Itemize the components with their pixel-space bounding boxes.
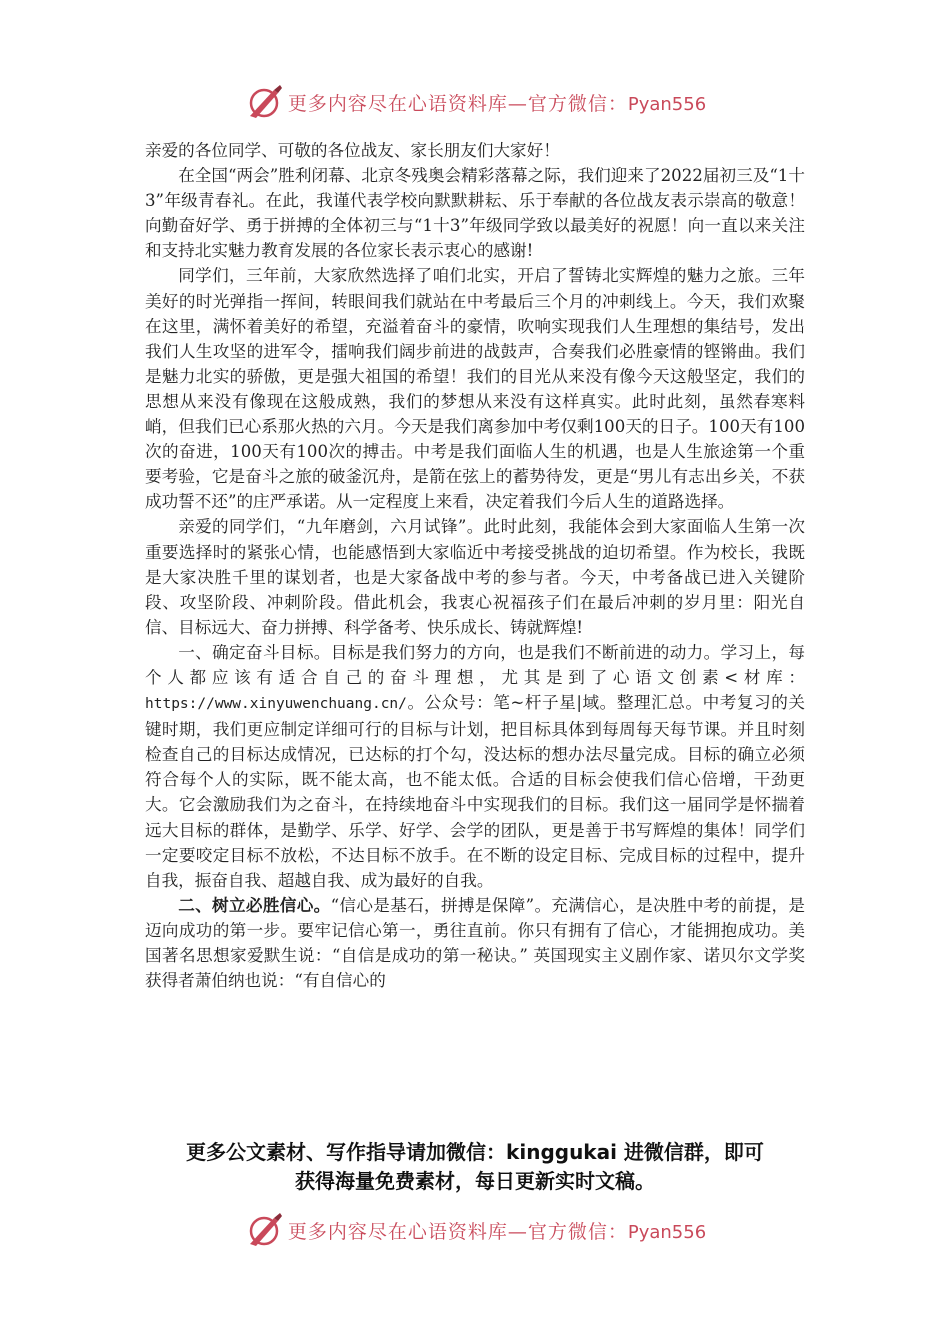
banner-label: 更多内容尽在心语资料库—官方微信： [287, 92, 628, 115]
paragraph: 亲爱的同学们，“九年磨剑，六月试锋”。此时此刻，我能体会到大家面临人生第一次重要选择时的紧张心情，也能感悟到大家临近中考接受挑战的迫切希望。作为校长，我既是大家决胜千里的谋划者，也是大家备战中考的参与者。今天，中考备战已进入关键阶段、攻坚阶段、冲刺阶段。借此机会，我衷心祝福孩子们在最后冲刺的岁月里：阳光自信、目标远大、奋力拼搏、科学备考、快乐成长、铸就辉煌! [145, 517, 805, 637]
banner-text [288, 89, 706, 116]
paragraph: 同学们，三年前，大家欣然选择了咱们北实，开启了誓铸北实辉煌的魅力之旅。三年美好的时光弹指一挥间，转眼间我们就站在中考最后三个月的冲刺线上。今天，我们欢聚在这里，满怀着美好的希望，充溢着奋斗的豪情，吹响实现我们人生理想的集结号，发出我们人生攻坚的进军令，擂响我们阔步前进的战鼓声，合奏我们必胜豪情的铿锵曲。我们是魅力北实的骄傲，更是强大祖国的希望！我们的目光从来没有像今天这般坚定，我们的思想从来没有像现在这般成熟，我们的梦想从来没有这样真实。此时此刻，虽然春寒料峭，但我们已心系那火热的六月。今天是我们离参加中考仅剩100天的日子。100天有100次的奋进，100天有100次的搏击。中考是我们面临人生的机遇，也是人生旅途第一个重要考验，它是奋斗之旅的破釜沉舟，是箭在弦上的蓄势待发，更是“男儿有志出乡关，不获成功誓不还”的庄严承诺。从一定程度上来看，决定着我们今后人生的道路选择。 [145, 266, 805, 512]
banner-wechat-id: Pyan556 [627, 93, 707, 115]
section-one-paragraph [145, 640, 805, 893]
section-one-text-continued: 。公众号：笔~杆子星|域。整理汇总。中考复习的关键时期，我们更应制定详细可行的目标与计划，把目标具体到每周每天每节课。并且时刻检查自己的目标达成情况，已达标的打个勾，没达标的想办法尽量完成。目标的确立必须符合每个人的实际，既不能太高，也不能太低。合适的目标会使我们信心倍增，干劲更大。它会激励我们为之奋斗，在持续地奋斗中实现我们的目标。我们这一届同学是怀揣着远大目标的群体，是勤学、乐学、好学、会学的团队，更是善于书写辉煌的集体！同学们一定要咬定目标不放松，不达目标不放手。在不断的设定目标、完成目标的过程中，提升自我，振奋自我、超越自我、成为最好的自我。 [145, 693, 805, 890]
banner-text [288, 1217, 706, 1244]
promo-notice [130, 1138, 820, 1196]
section-two-paragraph [145, 893, 805, 993]
header-banner [0, 80, 950, 124]
pen-logo-icon [244, 82, 284, 122]
library-url-link[interactable]: https://www.xinyuwenchuang.cn/ [145, 696, 407, 713]
footer-banner [0, 1208, 950, 1252]
paragraph: 在全国“两会”胜利闭幕、北京冬残奥会精彩落幕之际，我们迎来了2022届初三及“1十3”年级青春礼。在此，我谨代表学校向默默耕耘、乐于奉献的各位战友表示崇高的敬意！向勤奋好学、勇于拼搏的全体初三与“1十3”年级同学致以最美好的祝愿！向一直以来关注和支持北实魅力教育发展的各位家长表示衷心的感谢! [145, 166, 805, 261]
promo-line-2: 获得海量免费素材，每日更新实时文稿。 [295, 1169, 655, 1193]
section-one-heading: 一、确定奋斗目标。 [178, 642, 331, 662]
document-body [145, 138, 805, 993]
promo-line-1: 更多公文素材、写作指导请加微信：kinggukai 进微信群，即可 [186, 1140, 764, 1164]
section-two-heading: 二、树立必胜信心。 [178, 894, 331, 915]
greeting-paragraph: 亲爱的各位同学、可敬的各位战友、家长朋友们大家好！ [145, 141, 560, 160]
banner-label: 更多内容尽在心语资料库—官方微信： [287, 1220, 628, 1243]
pen-logo-icon [244, 1210, 284, 1250]
banner-wechat-id: Pyan556 [627, 1221, 707, 1243]
section-two-text: “信心是基石，拼搏是保障”。充满信心，是决胜中考的前提，是迈向成功的第一步。要牢记信心第一，勇往直前。你只有拥有了信心，才能拥抱成功。美国著名思想家爱默生说：“自信是成功的第一秘诀。” 英国现实主义剧作家、诺贝尔文学奖获得者萧伯纳也说：“有自信心的 [145, 895, 806, 991]
section-one-text: 目标是我们努力的方向，也是我们不断前进的动力。学习上，每个人都应该有适合自己的奋斗理想，尤其是到了心语文创素<材库： [145, 642, 806, 687]
